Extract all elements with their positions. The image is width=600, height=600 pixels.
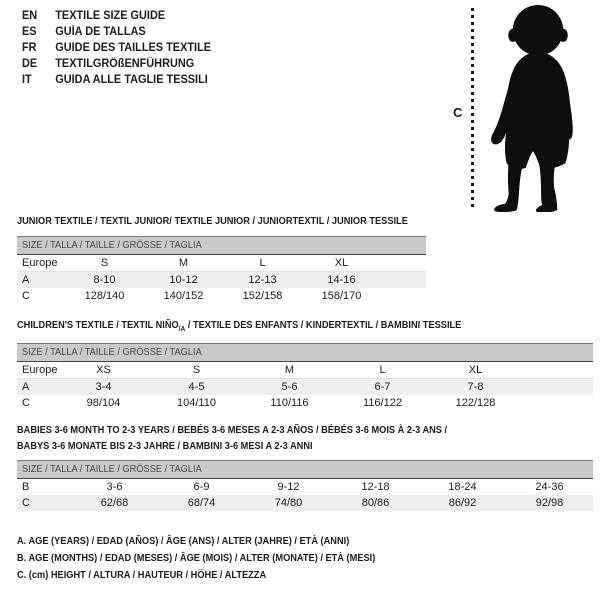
size-value-cell: 24-36: [535, 481, 564, 493]
size-value-cell: 128/140: [84, 290, 125, 302]
section-title-junior: JUNIOR TEXTILE / TEXTIL JUNIOR/ TEXTILE JUNIOR / JUNIORTEXTIL / JUNIOR TESSILE: [17, 215, 408, 227]
table-row: [17, 479, 593, 495]
row-label: C: [17, 495, 71, 511]
height-label: C: [453, 105, 463, 120]
size-value-cell: M: [144, 255, 223, 272]
table-row: [17, 288, 426, 304]
language-title: TEXTILE SIZE GUIDE: [55, 10, 166, 22]
size-value-cell: XS: [57, 362, 150, 379]
table-row: [17, 495, 593, 511]
size-value-cell: M: [243, 362, 336, 379]
row-label: C: [22, 290, 30, 302]
row-label: A: [17, 379, 57, 396]
language-code: IT: [22, 74, 32, 86]
size-value-cell: L: [336, 362, 429, 379]
size-value-cell: 14-16: [302, 272, 381, 289]
language-row: [22, 56, 221, 72]
size-value-cell: 92/98: [506, 495, 593, 511]
table-row: [17, 379, 593, 396]
size-value-cell: S: [65, 255, 144, 272]
legend-line: C. (cm) HEIGHT / ALTURA / HAUTEUR / HÖHE / ALTEZZA: [17, 569, 267, 581]
size-value-cell: 116/122: [363, 397, 402, 409]
size-value-cell: 18-24: [448, 481, 477, 493]
table-row: [17, 395, 593, 411]
language-list: [22, 8, 221, 88]
language-code: EN: [22, 10, 38, 22]
language-row: [22, 8, 221, 24]
size-value-cell: 98/104: [86, 397, 121, 409]
language-code: ES: [22, 26, 37, 38]
language-title: GUIDA ALLE TAGLIE TESSILI: [55, 74, 208, 86]
language-row: [22, 72, 221, 88]
children-table: [17, 343, 593, 411]
height-measure-line: [471, 8, 474, 211]
size-value-cell: 152/158: [242, 290, 283, 302]
size-value-cell: 158/170: [321, 290, 362, 302]
size-header-bar: SIZE / TALLA / TAILLE / GRÖSSE / TAGLIA: [17, 236, 426, 255]
language-title: GUÍA DE TALLAS: [55, 26, 146, 38]
section-title-children: CHILDREN'S TEXTILE / TEXTIL $NIÑO_{/A}$ / TEXTILE DES ENFANTS / KINDERTEXTIL / BAMBINI TESSILE: [17, 319, 462, 334]
size-value-cell: 8-10: [65, 272, 144, 289]
language-row: [22, 24, 221, 40]
size-value-cell: 140/152: [163, 290, 204, 302]
size-value-cell: 74/80: [245, 495, 332, 511]
size-value-cell: 10-12: [144, 272, 223, 289]
spacer-cell: [381, 288, 426, 304]
spacer-cell: [522, 362, 593, 379]
size-value-cell: 12-18: [361, 481, 390, 493]
size-value-cell: 3-4: [57, 379, 150, 396]
table-row: [17, 255, 426, 272]
row-label: C: [22, 397, 30, 409]
size-value-cell: 6-7: [336, 379, 429, 396]
language-code: DE: [22, 58, 38, 70]
size-value-cell: 4-5: [150, 379, 243, 396]
size-header-bar: SIZE / TALLA / TAILLE / GRÖSSE / TAGLIA: [17, 343, 593, 362]
language-title: TEXTILGRÖßENFÜHRUNG: [55, 58, 195, 70]
row-label: Europe: [17, 362, 57, 379]
size-value-cell: 80/86: [332, 495, 419, 511]
size-value-cell: S: [150, 362, 243, 379]
baby-figure-area: [450, 4, 598, 216]
size-value-cell: 122/128: [455, 397, 496, 409]
spacer-cell: [381, 255, 426, 272]
table-row: [17, 272, 426, 289]
spacer-cell: [522, 395, 593, 411]
size-value-cell: 9-12: [277, 481, 300, 493]
language-title: GUIDE DES TAILLES TEXTILE: [55, 42, 212, 54]
size-value-cell: XL: [302, 255, 381, 272]
spacer-cell: [381, 272, 426, 289]
language-code: FR: [22, 42, 37, 54]
spacer-cell: [522, 379, 593, 396]
size-value-cell: 86/92: [419, 495, 506, 511]
table-row: [17, 362, 593, 379]
legend: [17, 533, 424, 584]
size-value-cell: 6-9: [193, 481, 210, 493]
size-value-cell: 12-13: [223, 272, 302, 289]
size-header-bar: SIZE / TALLA / TAILLE / GRÖSSE / TAGLIA: [17, 460, 593, 479]
size-value-cell: XL: [429, 362, 522, 379]
size-value-cell: 5-6: [243, 379, 336, 396]
subscript-label: /A: [178, 324, 186, 334]
size-value-cell: 7-8: [429, 379, 522, 396]
size-value-cell: 68/74: [158, 495, 245, 511]
size-value-cell: 110/116: [270, 397, 309, 409]
legend-line: B. AGE (MONTHS) / EDAD (MESES) / ÂGE (MOIS) / ALTER (MONATE) / ETÀ (MESI): [17, 552, 376, 564]
language-row: [22, 40, 221, 56]
row-label: Europe: [17, 255, 65, 272]
section-title-babies: BABIES 3-6 MONTH TO 2-3 YEARS / BEBÉS 3-6 MESES A 2-3 AÑOS / BÉBÉS 3-6 MOIS À 2-3 ANS / BABYS 3-6 MONATE BIS 2-3 JAHRE / BAMBINI 3-6 MESI A 2-3 ANNI: [17, 424, 448, 452]
row-label: B: [22, 481, 30, 493]
size-value-cell: 62/68: [71, 495, 158, 511]
row-label: A: [17, 272, 65, 289]
size-value-cell: 3-6: [106, 481, 123, 493]
size-value-cell: L: [223, 255, 302, 272]
legend-line: A. AGE (YEARS) / EDAD (AÑOS) / ÂGE (ANS) / ALTER (JAHRE) / ETÀ (ANNI): [17, 535, 350, 547]
babies-table: [17, 460, 593, 511]
size-value-cell: 104/110: [177, 397, 216, 409]
junior-table: [17, 236, 426, 304]
baby-silhouette: [480, 4, 592, 212]
